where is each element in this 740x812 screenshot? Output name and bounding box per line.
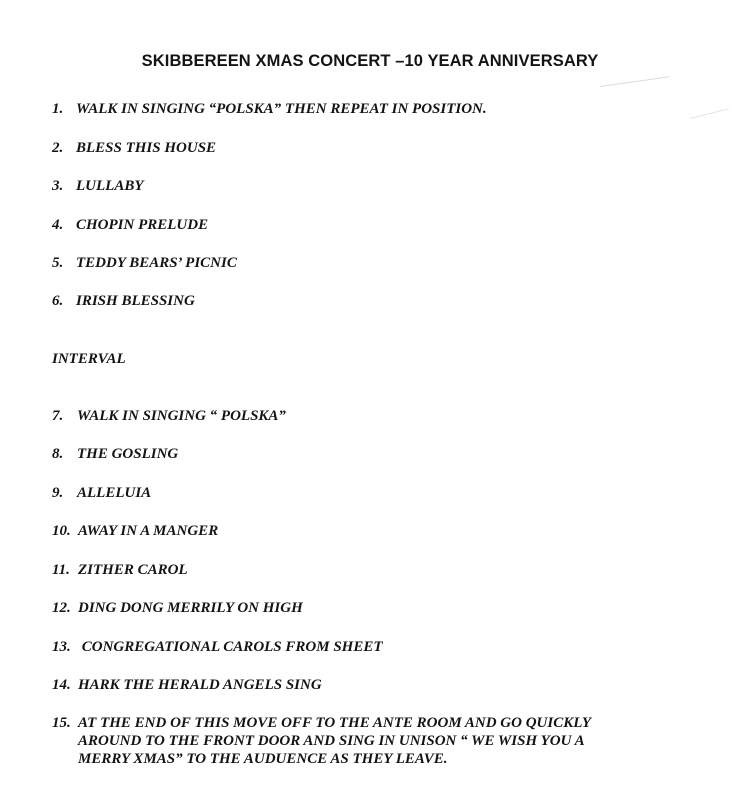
item-number: 5. [52, 255, 64, 271]
program-item-11 [52, 561, 188, 579]
item-text: HARK THE HERALD ANGELS SING [78, 677, 322, 693]
program-item-12 [52, 599, 303, 617]
item-text: TEDDY BEARS’ PICNIC [76, 255, 237, 271]
program-item-3 [52, 177, 144, 195]
item-text: LULLABY [76, 178, 144, 194]
program-item-4 [52, 216, 208, 234]
program-item-14 [52, 676, 322, 694]
program-item-10 [52, 522, 218, 540]
item-number: 11. [52, 562, 70, 578]
page-title: SKIBBEREEN XMAS CONCERT –10 YEAR ANNIVERSARY [141, 52, 599, 70]
item-text: CONGREGATIONAL CAROLS FROM SHEET [78, 639, 383, 655]
item-text: AWAY IN A MANGER [78, 523, 219, 539]
program-item-2 [52, 139, 216, 157]
item-number: 7. [52, 408, 64, 424]
item-number: 8. [52, 446, 64, 462]
interval-heading: INTERVAL [52, 351, 126, 367]
item-number: 15. [52, 715, 71, 731]
program-item-6 [52, 292, 195, 310]
program-item-13 [52, 638, 383, 656]
program-item-8 [52, 445, 178, 463]
item-text: WALK IN SINGING “POLSKA” THEN REPEAT IN POSITION. [76, 101, 487, 117]
item-number: 2. [52, 140, 64, 156]
scan-mark [690, 108, 729, 119]
item-number: 14. [52, 677, 71, 693]
item-number: 1. [52, 101, 64, 117]
item-number: 4. [52, 217, 64, 233]
item-text: ALLELUIA [77, 485, 152, 501]
item-number: 3. [52, 178, 64, 194]
program-item-15 [52, 714, 591, 768]
item-text: DING DONG MERRILY ON HIGH [78, 600, 303, 616]
item-text: WALK IN SINGING “ POLSKA” [77, 408, 286, 424]
item-text: IRISH BLESSING [76, 293, 195, 309]
item-text: ZITHER CAROL [78, 562, 188, 578]
program-item-9 [52, 484, 151, 502]
item-text: AT THE END OF THIS MOVE OFF TO THE ANTE ROOM AND GO QUICKLY AROUND TO THE FRONT DOOR AND SING IN UNISON “ WE WISH YOU A MERRY XMAS” TO THE AUDUENCE AS THEY LEAVE. [78, 715, 591, 767]
scan-mark [600, 76, 669, 87]
item-number: 10. [52, 523, 71, 539]
program-item-5 [52, 254, 237, 272]
program-item-7 [52, 407, 286, 425]
item-number: 6. [52, 293, 64, 309]
item-number: 13. [52, 639, 71, 655]
program-item-1 [52, 100, 487, 118]
item-number: 12. [52, 600, 71, 616]
item-text: CHOPIN PRELUDE [76, 217, 209, 233]
item-text: BLESS THIS HOUSE [76, 140, 217, 156]
item-number: 9. [52, 485, 64, 501]
item-text: THE GOSLING [77, 446, 179, 462]
